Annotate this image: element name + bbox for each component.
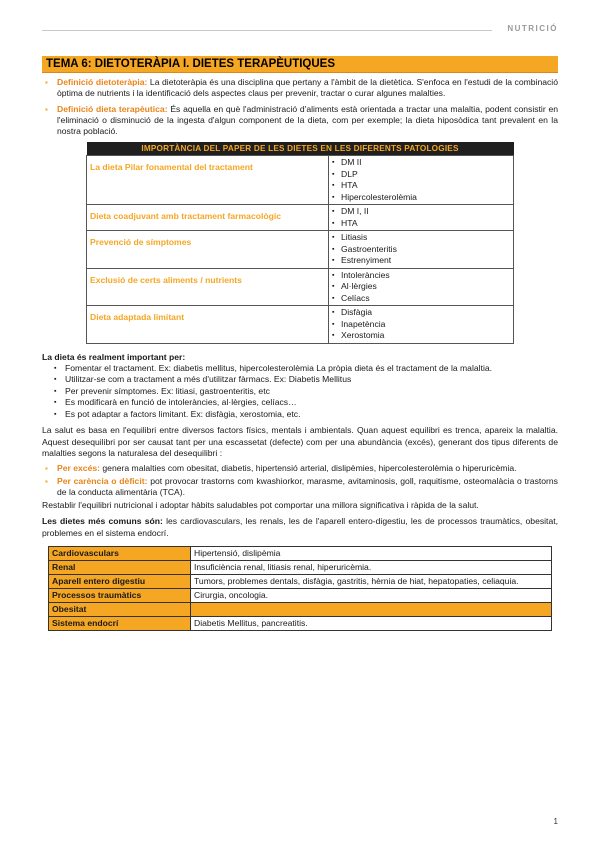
definition-list — [42, 77, 558, 137]
importance-list — [54, 363, 558, 421]
diet-value: Tumors, problemes dentals, disfàgia, gastritis, hèrnia de hiat, hepatopaties, celiaquia. — [191, 575, 552, 589]
table-row — [87, 156, 514, 205]
list-item: ▪ HTA — [332, 180, 510, 192]
table-row — [49, 547, 552, 561]
imbalance-term: Per excés: — [57, 462, 101, 473]
definition-item — [42, 104, 558, 137]
list-item: ▪ DM I, II — [332, 206, 510, 218]
pathology-category: Exclusió de certs aliments / nutrients — [87, 268, 329, 306]
importance-heading: La dieta és realment important per: — [42, 351, 186, 362]
table-row — [49, 603, 552, 617]
table-row — [87, 268, 514, 306]
list-item: ▪ HTA — [332, 218, 510, 230]
diet-value: Cirurgia, oncologia. — [191, 589, 552, 603]
diet-name: Renal — [49, 561, 191, 575]
list-item: ▪ DM II — [332, 157, 510, 169]
common-diets-label: Les dietes més comuns són: — [42, 516, 163, 526]
topic-title: TEMA 6: DIETOTERÀPIA I. DIETES TERAPÈUTIQUES — [42, 56, 558, 73]
restore-paragraph: Restablir l'equilibri nutricional i adoptar hàbits saludables pot comportar una millora significativa i ràpida de la salut. — [42, 499, 479, 510]
diet-name: Obesitat — [49, 603, 191, 617]
diet-name: Cardiovasculars — [49, 547, 191, 561]
diet-value: Hipertensió, dislipèmia — [191, 547, 552, 561]
list-item: ▪ Es modificarà en funció de intoleràncies, al·lèrgies, celíacs… — [54, 397, 558, 409]
list-item: ▪ Inapetència — [332, 319, 510, 331]
diet-name: Processos traumàtics — [49, 589, 191, 603]
diet-name: Aparell entero digestiu — [49, 575, 191, 589]
list-item: ▪ Celíacs — [332, 293, 510, 305]
list-item: ▪ DLP — [332, 169, 510, 181]
pathology-category: Dieta adaptada limitant — [87, 306, 329, 344]
diet-value: Diabetis Mellitus, pancreatitis. — [191, 617, 552, 631]
common-diets-paragraph — [42, 516, 558, 539]
list-item: ▪ Es pot adaptar a factors limitant. Ex: disfàgia, xerostomia, etc. — [54, 409, 558, 421]
list-item: ▪ Xerostomia — [332, 330, 510, 342]
imbalance-term: Per carència o dèficit: — [57, 475, 148, 486]
definition-term: Definició dietoteràpia: — [57, 77, 148, 87]
pathology-category: Dieta coadjuvant amb tractament farmacològic — [87, 205, 329, 231]
definition-item — [42, 77, 558, 99]
list-item: ▪ Utilitzar-se com a tractament a més d'utilitzar fàrmacs. Ex: Diabetis Mellitus — [54, 374, 558, 386]
health-paragraph: La salut es basa en l'equilibri entre diversos factors físics, mentals i ambientals. Quan aquest equilibri es trenca, apareix la malaltia. Aquest desequilibri por ser causat tant per una escassetat (defecte) com per una abundància (excés), generant dos tipus diferents de malalties segons la naturalesa del desequilibri : — [42, 425, 558, 458]
diet-name: Sistema endocrí — [49, 617, 191, 631]
imbalance-list — [42, 463, 558, 498]
header-section-label: NUTRICIÓ — [507, 24, 558, 33]
table-row — [87, 205, 514, 231]
common-diets-text: les cardiovasculars, les renals, les de l'aparell entero-digestiu, les de processos traumàtics, obesitat, problemes en el sistema endocrí. — [42, 516, 558, 538]
imbalance-item — [42, 463, 558, 474]
pathology-table-header: IMPORTÀNCIA DEL PAPER DE LES DIETES EN LES DIFERENTS PATOLOGIES — [87, 142, 514, 156]
list-item: ▪ Al·lèrgies — [332, 281, 510, 293]
definition-term: Definició dieta terapèutica: — [57, 104, 168, 114]
pathology-category: Prevenció de símptomes — [87, 231, 329, 269]
page-number: 1 — [553, 817, 558, 826]
page-content — [42, 56, 558, 631]
pathology-category: La dieta Pilar fonamental del tractament — [87, 156, 329, 205]
list-item: ▪ Estrenyiment — [332, 255, 510, 267]
imbalance-text: pot provocar trastorns com kwashiorkor, marasme, avitaminosis, goll, raquitisme, osteomalàcia o trastorns de la conducta alimentària (TCA). — [57, 475, 558, 497]
definition-text: És aquella en què l'administració d'aliments està orientada a tractar una malaltia, podent consistir en l'eliminació o disminució de la ingesta d'algun component de la dieta, com per exemple; la dieta hiposòdica tant prevalent en la nostra població. — [57, 104, 559, 136]
table-row — [49, 617, 552, 631]
definition-text: La dietoteràpia és una disciplina que pertany a l'àmbit de la dietètica. S'enfoca en l'estudi de la combinació òptima de nutrients i la identificació dels aspectes claus per prevenir, tractar o curar algunes malalties. — [57, 77, 558, 98]
table-row — [49, 561, 552, 575]
diet-value: Insuficiència renal, litiasis renal, hiperuricèmia. — [191, 561, 552, 575]
table-row — [49, 589, 552, 603]
imbalance-item — [42, 476, 558, 498]
pathology-table — [86, 142, 514, 344]
list-item: ▪ Per prevenir símptomes. Ex: litiasi, gastroenteritis, etc — [54, 386, 558, 398]
diets-table — [48, 546, 552, 631]
list-item: ▪ Hipercolesterolèmia — [332, 192, 510, 204]
list-item: ▪ Disfàgia — [332, 307, 510, 319]
list-item: ▪ Gastroenteritis — [332, 244, 510, 256]
list-item: ▪ Litiasis — [332, 232, 510, 244]
page-header — [42, 24, 558, 36]
header-rule — [42, 30, 492, 31]
list-item: ▪ Fomentar el tractament. Ex: diabetis mellitus, hipercolesterolèmia La pròpia dieta és el tractament de la malaltia. — [54, 363, 558, 375]
table-row — [87, 231, 514, 269]
table-row — [87, 306, 514, 344]
table-row — [49, 575, 552, 589]
list-item: ▪ Intoleràncies — [332, 270, 510, 282]
diet-value — [191, 603, 552, 617]
imbalance-text: genera malalties com obesitat, diabetis, hipertensió arterial, dislipèmies, hipercolesterolèmia o hiperuricèmia. — [100, 462, 517, 473]
